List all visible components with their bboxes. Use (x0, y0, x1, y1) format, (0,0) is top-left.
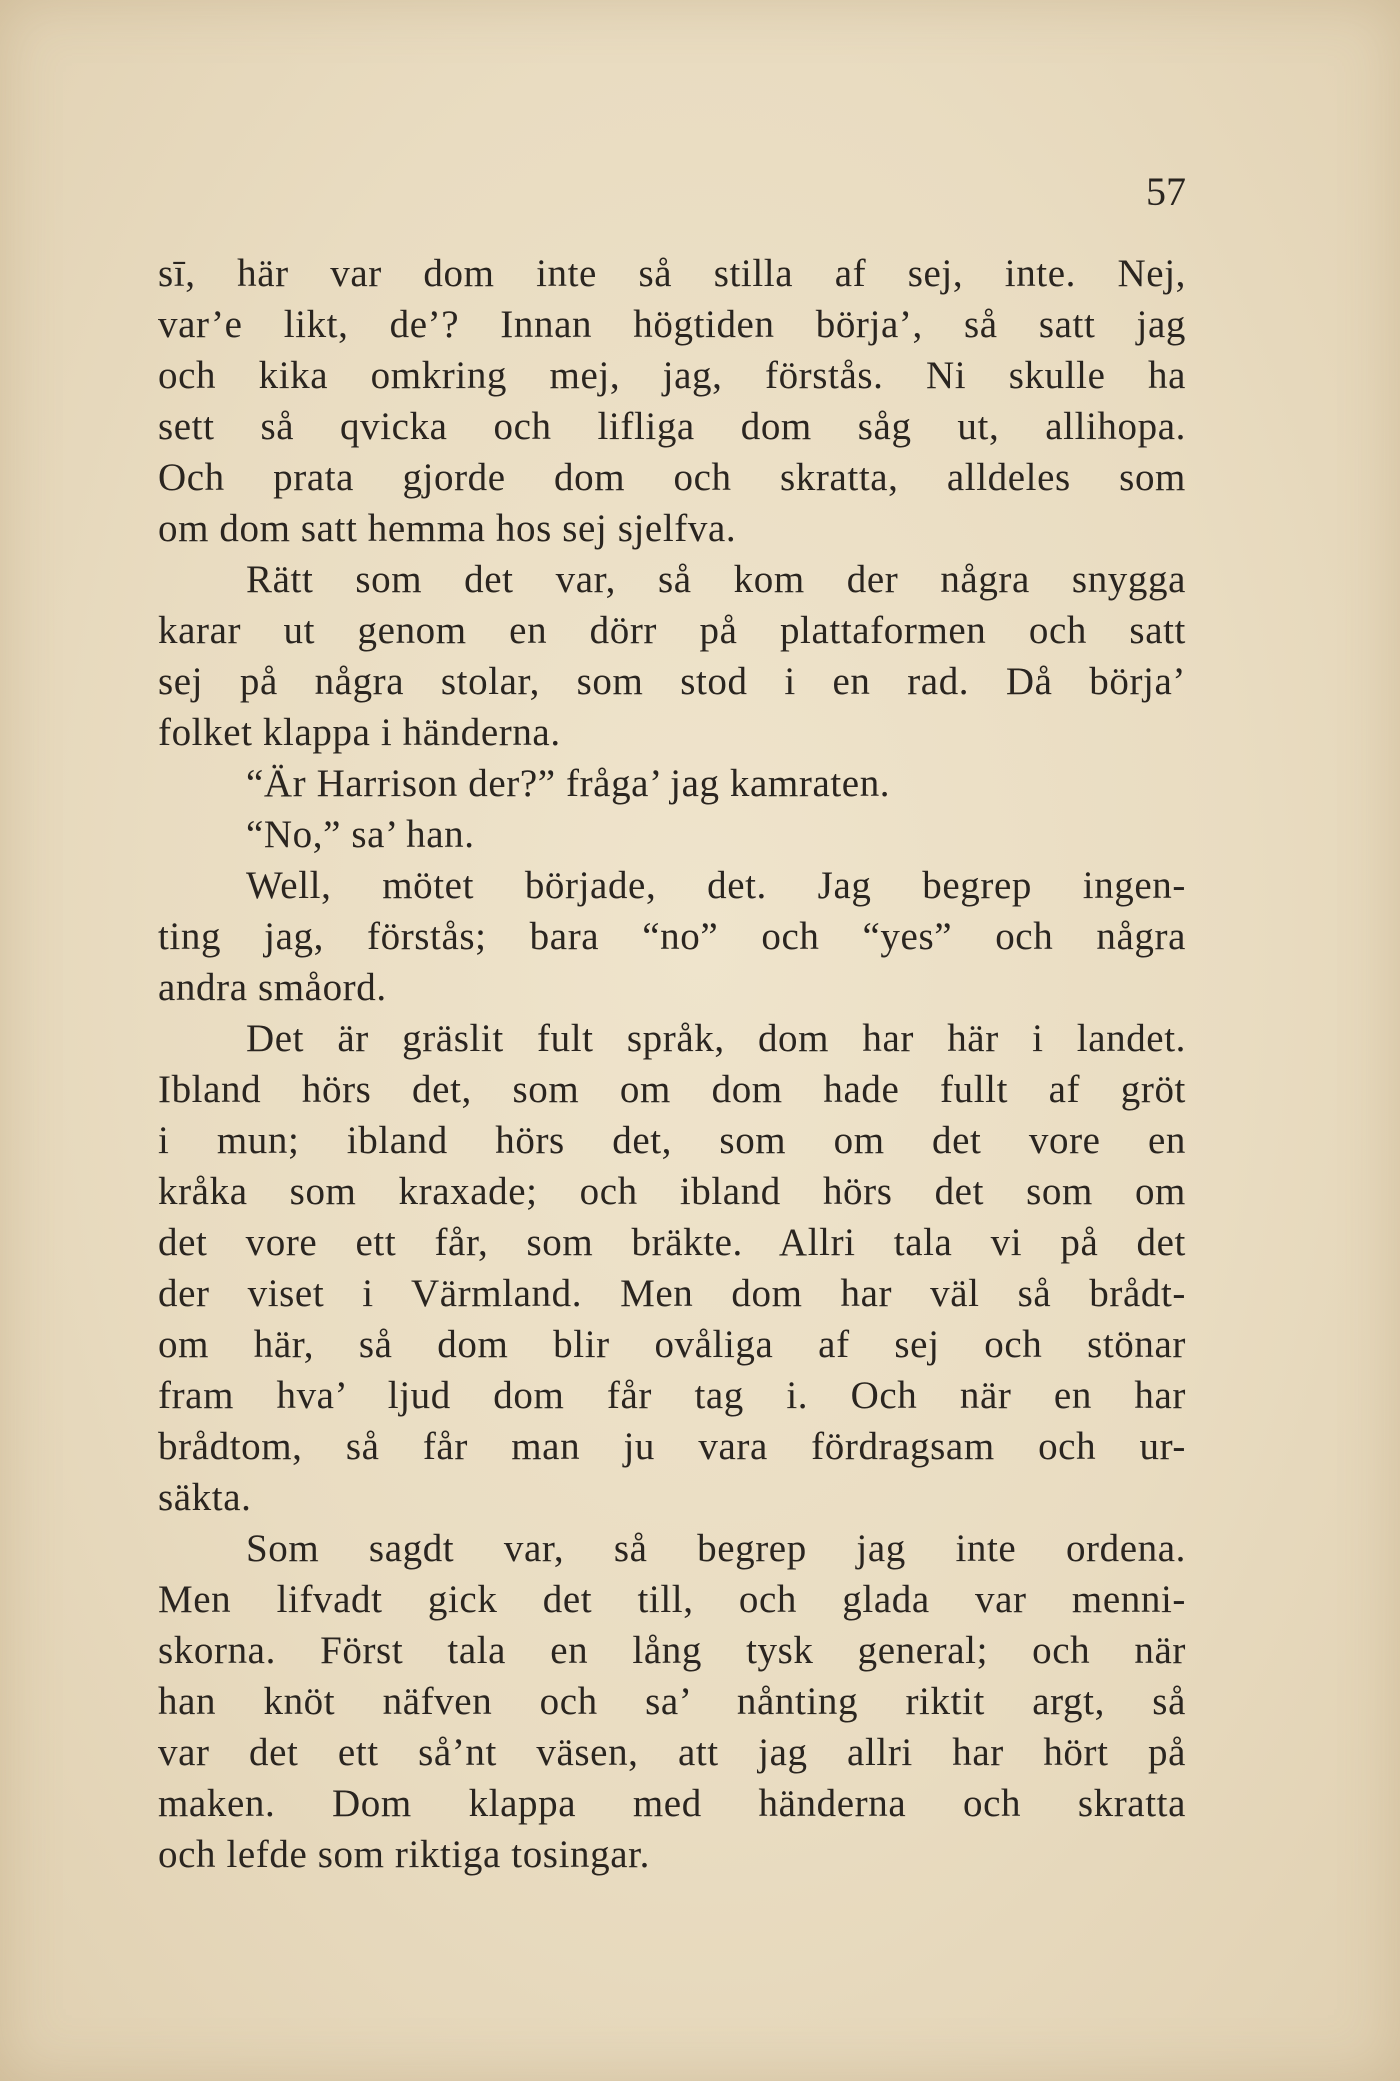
text-line: Ibland hörs det, som om dom hade fullt af gröt (158, 1068, 1186, 1111)
page-number: 57 (1146, 169, 1186, 214)
text-line: om dom satt hemma hos sej sjelfva. (158, 507, 737, 550)
text-line: han knöt näfven och sa’ nånting riktit argt, så (158, 1680, 1186, 1723)
text-line: brådtom, så får man ju vara fördragsam och ur- (158, 1425, 1186, 1468)
text-line: “Är Harrison der?” fråga’ jag kamraten. (246, 762, 891, 805)
text-line: andra småord. (158, 966, 387, 1009)
text-line: folket klappa i händerna. (158, 711, 561, 754)
text-line: om här, så dom blir ovåliga af sej och stönar (158, 1323, 1186, 1366)
text-line: var’e likt, de’? Innan högtiden börja’, så satt jag (158, 303, 1186, 346)
body-text (158, 248, 1186, 1880)
text-line: sett så qvicka och lifliga dom såg ut, allihopa. (158, 405, 1186, 448)
text-line: i mun; ibland hörs det, som om det vore en (158, 1119, 1186, 1162)
text-line: fram hva’ ljud dom får tag i. Och när en har (158, 1374, 1186, 1417)
text-line: det vore ett får, som bräkte. Allri tala vi på det (158, 1221, 1186, 1264)
text-line: kråka som kraxade; och ibland hörs det som om (158, 1170, 1186, 1213)
text-line: och lefde som riktiga tosingar. (158, 1833, 650, 1876)
text-line: säkta. (158, 1476, 252, 1519)
text-line: maken. Dom klappa med händerna och skratta (158, 1782, 1186, 1825)
text-line: och kika omkring mej, jag, förstås. Ni skulle ha (158, 354, 1186, 397)
text-line: Rätt som det var, så kom der några snygga (246, 558, 1186, 601)
text-line: sī, här var dom inte så stilla af sej, inte. Nej, (158, 252, 1186, 295)
text-line: Och prata gjorde dom och skratta, alldeles som (158, 456, 1186, 499)
text-line: sej på några stolar, som stod i en rad. Då börja’ (158, 660, 1186, 703)
text-line: var det ett så’nt väsen, att jag allri har hört på (158, 1731, 1186, 1774)
text-line: skorna. Först tala en lång tysk general; och när (158, 1629, 1186, 1672)
text-line: Well, mötet började, det. Jag begrep ingen- (246, 864, 1186, 907)
text-line: Det är gräslit fult språk, dom har här i landet. (246, 1017, 1186, 1060)
text-line: karar ut genom en dörr på plattaformen och satt (158, 609, 1186, 652)
text-line: “No,” sa’ han. (246, 813, 475, 856)
text-line: ting jag, förstås; bara “no” och “yes” och några (158, 915, 1186, 958)
text-line: Men lifvadt gick det till, och glada var menni- (158, 1578, 1186, 1621)
text-line: der viset i Värmland. Men dom har väl så brådt- (158, 1272, 1186, 1315)
text-line: Som sagdt var, så begrep jag inte ordena. (246, 1527, 1186, 1570)
